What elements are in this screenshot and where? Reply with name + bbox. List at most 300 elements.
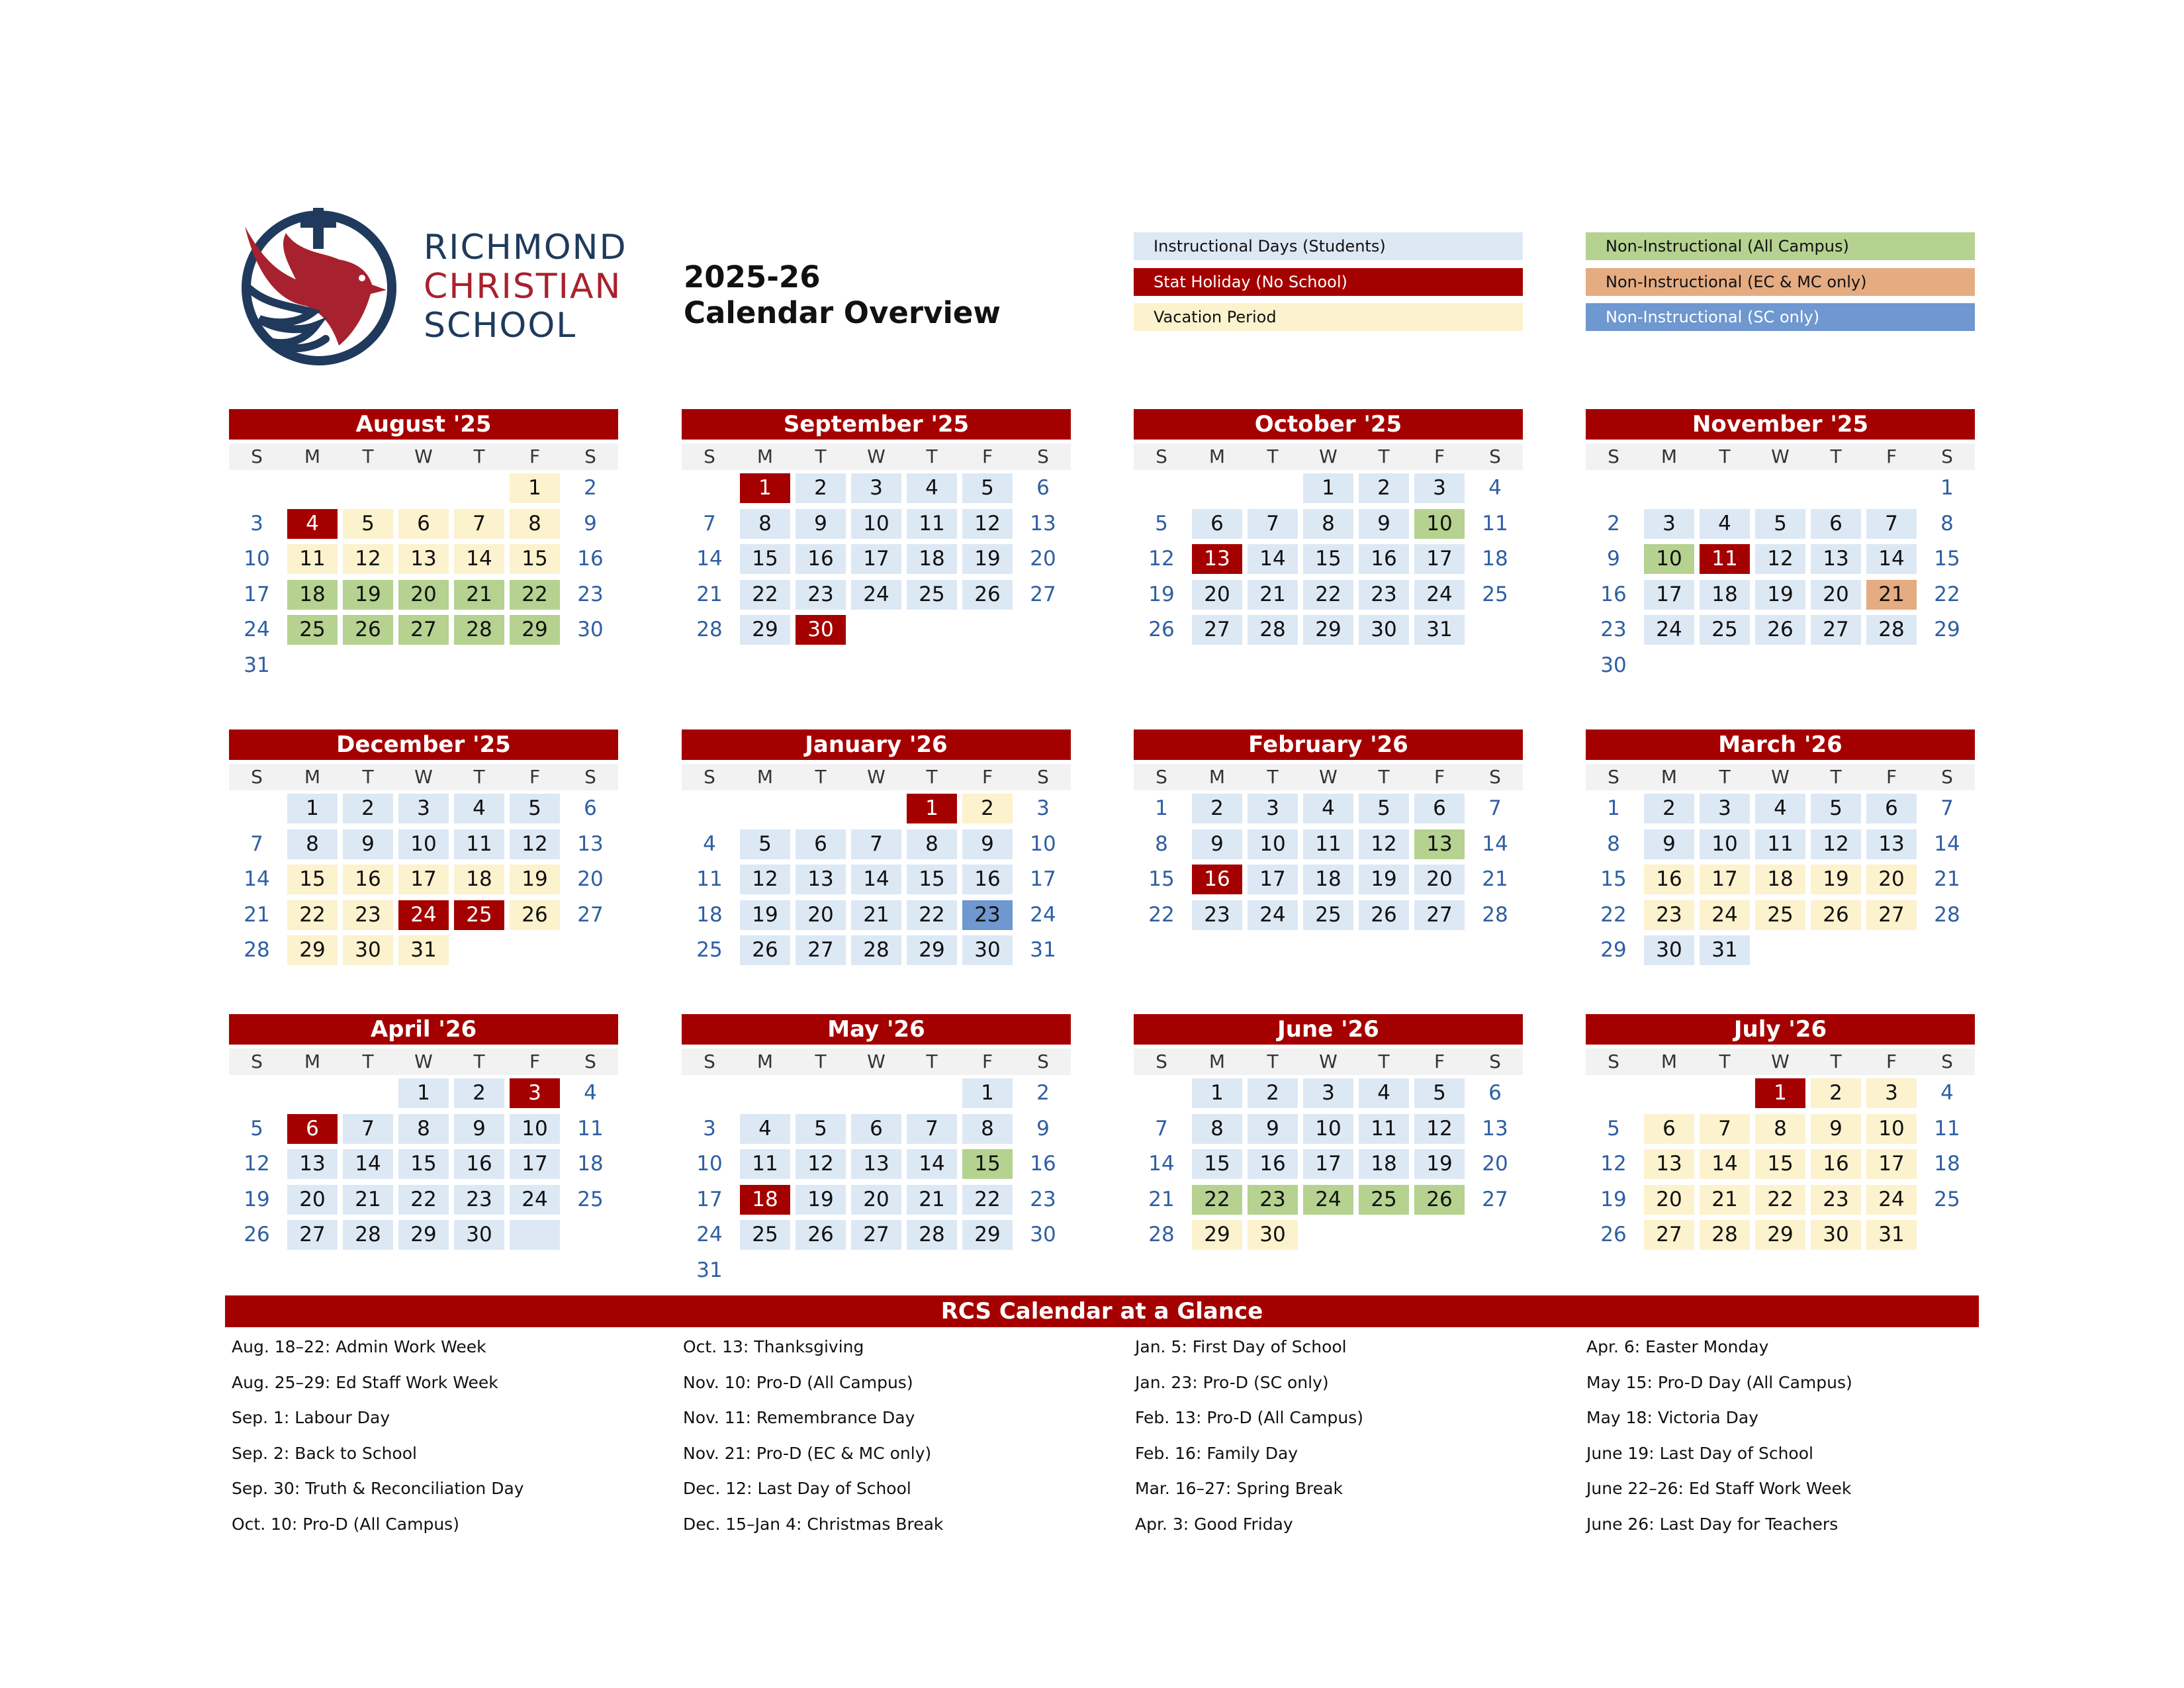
week-row xyxy=(1134,897,1523,933)
day-cell: 29 xyxy=(1192,1220,1242,1250)
day-cell: 23 xyxy=(1359,580,1409,610)
day-cell: 26 xyxy=(244,1223,270,1246)
day-cell: 31 xyxy=(1414,615,1465,645)
day-cell: 13 xyxy=(796,865,846,894)
glance-item: Apr. 6: Easter Monday xyxy=(1586,1337,1769,1356)
day-cell: 7 xyxy=(1488,796,1502,820)
day-cell: 27 xyxy=(851,1220,901,1250)
day-cell: 17 xyxy=(1248,865,1298,894)
weekday-label: S xyxy=(704,1051,715,1072)
week-row xyxy=(229,541,618,577)
empty-day-cell xyxy=(851,794,901,823)
day-cell: 21 xyxy=(907,1185,957,1215)
day-cell: 18 xyxy=(907,544,957,574)
day-cell: 28 xyxy=(1700,1220,1750,1250)
day-cell: 25 xyxy=(1359,1185,1409,1215)
day-cell: 6 xyxy=(1644,1114,1694,1144)
day-cell: 5 xyxy=(1755,509,1805,539)
day-cell: 27 xyxy=(796,935,846,965)
day-cell: 2 xyxy=(1248,1078,1298,1108)
day-cell: 26 xyxy=(962,580,1013,610)
day-cell: 14 xyxy=(1148,1152,1175,1176)
week-row xyxy=(229,1111,618,1147)
day-cell: 9 xyxy=(343,829,393,859)
day-cell: 27 xyxy=(1414,900,1465,930)
weekday-label: F xyxy=(981,445,993,467)
day-cell: 18 xyxy=(577,1152,604,1176)
day-cell: 25 xyxy=(740,1220,790,1250)
week-row xyxy=(1586,577,1975,612)
empty-day-cell xyxy=(684,794,735,823)
day-cell: 29 xyxy=(1755,1220,1805,1250)
day-cell: 2 xyxy=(1811,1078,1861,1108)
day-cell: 13 xyxy=(851,1149,901,1179)
weekday-label: T xyxy=(1830,445,1842,467)
day-cell: 7 xyxy=(343,1114,393,1144)
empty-day-cell xyxy=(565,1220,615,1250)
day-cell: 7 xyxy=(454,509,504,539)
weekday-label: M xyxy=(756,445,774,467)
empty-day-cell xyxy=(454,651,504,680)
empty-day-cell xyxy=(851,615,901,645)
empty-day-cell xyxy=(1136,1078,1187,1108)
day-cell: 24 xyxy=(1414,580,1465,610)
day-cell: 5 xyxy=(740,829,790,859)
weekday-label: T xyxy=(473,445,485,467)
month-calendar xyxy=(229,409,618,682)
day-cell: 11 xyxy=(1359,1114,1409,1144)
weekday-header xyxy=(682,444,1071,470)
day-cell: 3 xyxy=(1303,1078,1353,1108)
empty-day-cell xyxy=(1644,473,1694,503)
weekday-label: W xyxy=(867,766,886,788)
weekday-header xyxy=(1134,764,1523,790)
day-cell: 8 xyxy=(740,509,790,539)
empty-day-cell xyxy=(1248,473,1298,503)
empty-day-cell xyxy=(510,651,560,680)
day-cell: 19 xyxy=(1359,865,1409,894)
glance-item: Nov. 10: Pro-D (All Campus) xyxy=(683,1372,913,1392)
day-cell: 31 xyxy=(398,935,449,965)
weekday-header xyxy=(1134,444,1523,470)
empty-day-cell xyxy=(796,1078,846,1108)
weekday-label: T xyxy=(1378,1051,1390,1072)
glance-item: Aug. 25–29: Ed Staff Work Week xyxy=(232,1372,498,1392)
weekday-header xyxy=(682,1049,1071,1075)
day-cell: 18 xyxy=(1755,865,1805,894)
day-cell: 9 xyxy=(1644,829,1694,859)
day-cell: 30 xyxy=(454,1220,504,1250)
empty-day-cell xyxy=(1866,935,1917,965)
glance-column xyxy=(1586,1334,2023,1547)
month-calendar xyxy=(682,409,1071,647)
weekday-label: S xyxy=(1156,1051,1167,1072)
week-row xyxy=(682,1075,1071,1111)
day-cell: 2 xyxy=(1644,794,1694,823)
day-cell: 20 xyxy=(1030,547,1056,571)
week-row xyxy=(682,1146,1071,1182)
day-cell: 10 xyxy=(851,509,901,539)
day-cell: 28 xyxy=(1866,615,1917,645)
month-calendar xyxy=(682,1014,1071,1288)
month-title: July '26 xyxy=(1586,1014,1975,1045)
day-cell: 16 xyxy=(796,544,846,574)
day-cell: 22 xyxy=(1303,580,1353,610)
weekday-label: M xyxy=(1661,766,1678,788)
day-cell: 26 xyxy=(1600,1223,1627,1246)
day-cell: 16 xyxy=(454,1149,504,1179)
day-cell: 19 xyxy=(1414,1149,1465,1179)
weekday-label: W xyxy=(1319,445,1338,467)
day-cell: 29 xyxy=(510,615,560,645)
day-cell: 9 xyxy=(584,511,597,536)
day-cell: 8 xyxy=(1940,511,1954,536)
weekday-label: W xyxy=(1771,766,1790,788)
weekday-label: T xyxy=(815,1051,827,1072)
title-year: 2025-26 xyxy=(684,259,821,295)
day-cell: 21 xyxy=(851,900,901,930)
day-cell: 15 xyxy=(1148,867,1175,891)
glance-item: Apr. 3: Good Friday xyxy=(1135,1514,1293,1534)
day-cell: 28 xyxy=(907,1220,957,1250)
empty-day-cell xyxy=(907,615,957,645)
day-cell: 17 xyxy=(1700,865,1750,894)
day-cell: 17 xyxy=(851,544,901,574)
day-cell: 14 xyxy=(1248,544,1298,574)
day-cell: 18 xyxy=(1359,1149,1409,1179)
day-cell: 26 xyxy=(796,1220,846,1250)
day-cell: 5 xyxy=(962,473,1013,503)
day-cell: 12 xyxy=(962,509,1013,539)
month-title: August '25 xyxy=(229,409,618,440)
empty-day-cell xyxy=(740,1256,790,1286)
day-cell: 1 xyxy=(510,473,560,503)
day-cell: 6 xyxy=(851,1114,901,1144)
day-cell: 25 xyxy=(1700,615,1750,645)
weekday-label: S xyxy=(251,1051,263,1072)
day-cell: 19 xyxy=(962,544,1013,574)
day-cell: 3 xyxy=(398,794,449,823)
day-cell: 14 xyxy=(1700,1149,1750,1179)
weekday-label: S xyxy=(1037,766,1049,788)
week-row xyxy=(1134,506,1523,541)
day-cell: 21 xyxy=(1482,867,1508,891)
empty-day-cell xyxy=(287,1078,338,1108)
week-row xyxy=(229,647,618,683)
day-cell: 29 xyxy=(287,935,338,965)
day-cell: 7 xyxy=(1700,1114,1750,1144)
empty-day-cell xyxy=(454,935,504,965)
weekday-label: S xyxy=(584,445,596,467)
empty-day-cell xyxy=(1922,935,1972,965)
day-cell: 12 xyxy=(343,544,393,574)
day-cell: 31 xyxy=(1866,1220,1917,1250)
day-cell: 11 xyxy=(1303,829,1353,859)
empty-day-cell xyxy=(1922,651,1972,680)
empty-day-cell xyxy=(232,473,282,503)
week-row xyxy=(229,470,618,506)
day-cell: 2 xyxy=(1359,473,1409,503)
week-row xyxy=(229,897,618,933)
weekday-label: F xyxy=(1886,1051,1897,1072)
day-cell: 11 xyxy=(1755,829,1805,859)
day-cell: 29 xyxy=(1934,618,1960,641)
empty-day-cell xyxy=(565,935,615,965)
glance-item: May 18: Victoria Day xyxy=(1586,1408,1759,1428)
month-title: December '25 xyxy=(229,729,618,760)
week-row xyxy=(682,577,1071,612)
weekday-label: W xyxy=(867,445,886,467)
week-row xyxy=(229,506,618,541)
day-cell: 1 xyxy=(1155,796,1168,820)
day-cell: 22 xyxy=(398,1185,449,1215)
title-subtitle: Calendar Overview xyxy=(684,295,1001,330)
day-cell: 15 xyxy=(1600,867,1627,891)
weekday-label: S xyxy=(1608,445,1619,467)
glance-item: Mar. 16–27: Spring Break xyxy=(1135,1479,1343,1499)
weekday-label: T xyxy=(1378,445,1390,467)
month-calendar xyxy=(229,729,618,968)
day-cell: 3 xyxy=(510,1078,560,1108)
day-cell: 27 xyxy=(287,1220,338,1250)
day-cell: 25 xyxy=(287,615,338,645)
empty-day-cell xyxy=(1644,651,1694,680)
empty-day-cell xyxy=(962,1256,1013,1286)
day-cell: 18 xyxy=(1303,865,1353,894)
month-title: January '26 xyxy=(682,729,1071,760)
weekday-label: M xyxy=(1661,1051,1678,1072)
day-cell: 18 xyxy=(1700,580,1750,610)
empty-day-cell xyxy=(1755,935,1805,965)
day-cell: 16 xyxy=(1811,1149,1861,1179)
day-cell: 9 xyxy=(962,829,1013,859)
day-cell: 19 xyxy=(510,865,560,894)
day-cell: 4 xyxy=(1755,794,1805,823)
empty-day-cell xyxy=(1700,473,1750,503)
weekday-label: F xyxy=(981,766,993,788)
day-cell: 3 xyxy=(250,511,263,536)
week-row xyxy=(1586,612,1975,647)
month-title: October '25 xyxy=(1134,409,1523,440)
day-cell: 21 xyxy=(1866,580,1917,610)
day-cell: 4 xyxy=(703,831,716,856)
day-cell: 8 xyxy=(962,1114,1013,1144)
day-cell: 4 xyxy=(1359,1078,1409,1108)
day-cell: 15 xyxy=(1934,547,1960,571)
week-row xyxy=(682,612,1071,647)
day-cell: 6 xyxy=(1811,509,1861,539)
weekday-label: F xyxy=(1886,766,1897,788)
weekday-label: T xyxy=(926,445,938,467)
day-cell: 9 xyxy=(1811,1114,1861,1144)
week-row xyxy=(682,790,1071,826)
school-name-line2: CHRISTIAN xyxy=(424,267,622,306)
week-row xyxy=(1586,1111,1975,1147)
weekday-label: T xyxy=(1719,1051,1731,1072)
day-cell: 14 xyxy=(851,865,901,894)
empty-day-cell xyxy=(1470,615,1520,645)
weekday-header xyxy=(229,444,618,470)
month-title: May '26 xyxy=(682,1014,1071,1045)
weekday-label: T xyxy=(1267,1051,1279,1072)
month-calendar xyxy=(1134,729,1523,932)
day-cell: 2 xyxy=(1036,1081,1050,1105)
day-cell: 23 xyxy=(962,900,1013,930)
day-cell: 15 xyxy=(287,865,338,894)
day-cell: 5 xyxy=(1359,794,1409,823)
weekday-label: T xyxy=(815,445,827,467)
day-cell: 22 xyxy=(1755,1185,1805,1215)
day-cell: 15 xyxy=(907,865,957,894)
day-cell: 13 xyxy=(1482,1116,1508,1141)
glance-item: Aug. 18–22: Admin Work Week xyxy=(232,1337,486,1356)
day-cell: 5 xyxy=(796,1114,846,1144)
week-row xyxy=(1586,647,1975,683)
day-cell: 28 xyxy=(696,618,723,641)
day-cell: 7 xyxy=(1248,509,1298,539)
day-cell: 27 xyxy=(1811,615,1861,645)
legend-instructional: Instructional Days (Students) xyxy=(1134,232,1523,260)
day-cell: 16 xyxy=(1600,582,1627,606)
weekday-header xyxy=(1586,1049,1975,1075)
weekday-label: S xyxy=(584,766,596,788)
day-cell: 26 xyxy=(1148,618,1175,641)
weekday-label: S xyxy=(1941,445,1953,467)
legend-vacation: Vacation Period xyxy=(1134,303,1523,331)
day-cell: 29 xyxy=(398,1220,449,1250)
weekday-label: T xyxy=(1719,445,1731,467)
weekday-label: W xyxy=(1771,445,1790,467)
day-cell: 20 xyxy=(1866,865,1917,894)
day-cell: 6 xyxy=(1488,1081,1502,1105)
day-cell: 3 xyxy=(1644,509,1694,539)
day-cell: 21 xyxy=(244,902,270,927)
weekday-label: F xyxy=(1433,445,1445,467)
day-cell: 29 xyxy=(962,1220,1013,1250)
day-cell: 27 xyxy=(1482,1187,1508,1211)
weekday-header xyxy=(1586,444,1975,470)
day-cell: 12 xyxy=(1414,1114,1465,1144)
glance-item: Nov. 21: Pro-D (EC & MC only) xyxy=(683,1443,932,1463)
day-cell: 14 xyxy=(1934,831,1960,856)
weekday-label: S xyxy=(1489,766,1501,788)
day-cell: 9 xyxy=(796,509,846,539)
day-cell: 4 xyxy=(1700,509,1750,539)
empty-day-cell xyxy=(1811,651,1861,680)
week-row xyxy=(229,1075,618,1111)
empty-day-cell xyxy=(907,1078,957,1108)
day-cell: 29 xyxy=(1600,938,1627,962)
empty-day-cell xyxy=(851,1256,901,1286)
weekday-label: T xyxy=(815,766,827,788)
glance-item: June 26: Last Day for Teachers xyxy=(1586,1514,1839,1534)
weekday-label: F xyxy=(1886,445,1897,467)
day-cell: 21 xyxy=(343,1185,393,1215)
day-cell: 18 xyxy=(1482,547,1508,571)
day-cell: 10 xyxy=(1030,831,1056,856)
day-cell: 28 xyxy=(244,938,270,962)
day-cell: 1 xyxy=(1755,1078,1805,1108)
weekday-label: T xyxy=(1378,766,1390,788)
day-cell: 30 xyxy=(1600,653,1627,677)
day-cell: 31 xyxy=(696,1258,723,1282)
day-cell: 7 xyxy=(703,511,716,536)
day-cell: 12 xyxy=(510,829,560,859)
week-row xyxy=(1586,506,1975,541)
day-cell: 15 xyxy=(510,544,560,574)
month-calendar xyxy=(1586,729,1975,968)
day-cell: 2 xyxy=(1607,511,1620,536)
empty-day-cell xyxy=(1588,1078,1639,1108)
day-cell: 30 xyxy=(1359,615,1409,645)
day-cell: 12 xyxy=(740,865,790,894)
day-cell: 5 xyxy=(510,794,560,823)
day-cell: 21 xyxy=(1700,1185,1750,1215)
day-cell: 4 xyxy=(584,1081,597,1105)
school-name xyxy=(424,228,642,346)
day-cell: 12 xyxy=(1148,547,1175,571)
empty-day-cell xyxy=(1811,473,1861,503)
empty-day-cell xyxy=(1866,473,1917,503)
day-cell: 27 xyxy=(577,902,604,927)
week-row xyxy=(1586,861,1975,897)
weekday-label: M xyxy=(304,766,321,788)
day-cell: 1 xyxy=(1607,796,1620,820)
day-cell: 23 xyxy=(577,582,604,606)
day-cell: 26 xyxy=(1359,900,1409,930)
day-cell: 28 xyxy=(1934,902,1960,927)
day-cell: 20 xyxy=(287,1185,338,1215)
month-title: April '26 xyxy=(229,1014,618,1045)
weekday-label: F xyxy=(529,445,541,467)
legend-non-instructional-sc: Non-Instructional (SC only) xyxy=(1586,303,1975,331)
week-row xyxy=(1134,1217,1523,1252)
day-cell: 8 xyxy=(1155,831,1168,856)
day-cell: 10 xyxy=(1866,1114,1917,1144)
day-cell: 2 xyxy=(584,476,597,500)
empty-day-cell xyxy=(1359,1220,1409,1250)
month-calendar xyxy=(682,729,1071,968)
day-cell: 24 xyxy=(1248,900,1298,930)
day-cell: 1 xyxy=(907,794,957,823)
week-row xyxy=(229,1182,618,1217)
empty-day-cell xyxy=(398,651,449,680)
day-cell: 6 xyxy=(287,1114,338,1144)
day-cell: 13 xyxy=(1192,544,1242,574)
weekday-label: F xyxy=(1433,766,1445,788)
weekday-label: S xyxy=(251,445,263,467)
week-row xyxy=(1134,541,1523,577)
weekday-label: T xyxy=(1267,766,1279,788)
day-cell: 3 xyxy=(1036,796,1050,820)
glance-item: Dec. 12: Last Day of School xyxy=(683,1479,911,1499)
day-cell: 20 xyxy=(1414,865,1465,894)
day-cell: 10 xyxy=(1248,829,1298,859)
week-row xyxy=(1134,577,1523,612)
day-cell: 20 xyxy=(398,580,449,610)
day-cell: 10 xyxy=(1414,509,1465,539)
weekday-label: M xyxy=(756,766,774,788)
day-cell: 21 xyxy=(1934,867,1960,891)
empty-day-cell xyxy=(343,1078,393,1108)
day-cell: 16 xyxy=(577,547,604,571)
week-row xyxy=(1586,1217,1975,1252)
empty-day-cell xyxy=(1018,615,1068,645)
day-cell: 10 xyxy=(244,547,270,571)
day-cell: 30 xyxy=(796,615,846,645)
day-cell: 14 xyxy=(1866,544,1917,574)
weekday-label: S xyxy=(1941,1051,1953,1072)
